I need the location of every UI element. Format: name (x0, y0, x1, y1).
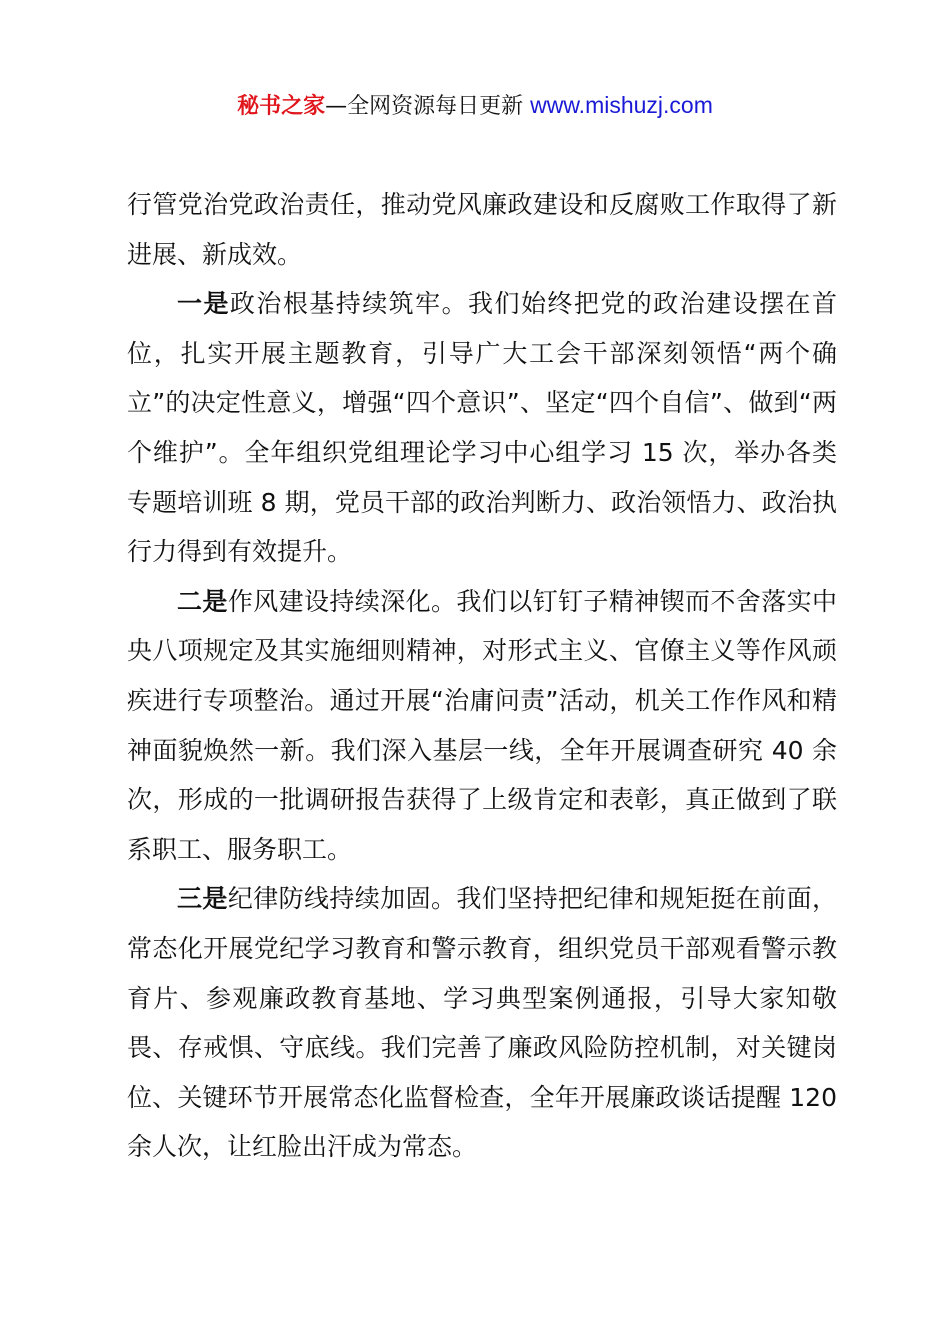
brand-name: 秘书之家 (237, 94, 326, 119)
document-body (127, 180, 837, 1172)
paragraph-text: 政治根基持续筑牢。我们始终把党的政治建设摆在首位，扎实开展主题教育，引导广大工会干部深刻领悟“两个确立”的决定性意义，增强“四个意识”、坚定“四个自信”、做到“两个维护”。全年组织党组理论学习中心组学习 15 次，举办各类专题培训班 8 期，党员干部的政治判断力、政治领悟力、政治执行力得到有效提升。 (127, 289, 837, 567)
paragraph-point-one (127, 279, 837, 577)
page-header (0, 88, 950, 124)
paragraph-continuation (127, 180, 837, 279)
paragraph-lead: 三是 (177, 884, 228, 914)
paragraph-lead: 一是 (177, 289, 230, 319)
website-link[interactable]: www.mishuzj.com (530, 92, 713, 118)
paragraph-lead: 二是 (177, 586, 228, 616)
paragraph-point-three (127, 874, 837, 1172)
paragraph-text: 行管党治党政治责任，推动党风廉政建设和反腐败工作取得了新进展、新成效。 (127, 190, 837, 269)
header-slogan: —全网资源每日更新 (325, 94, 531, 119)
paragraph-point-two (127, 577, 837, 875)
paragraph-text: 作风建设持续深化。我们以钉钉子精神锲而不舍落实中央八项规定及其实施细则精神，对形式主义、官僚主义等作风顽疾进行专项整治。通过开展“治庸问责”活动，机关工作作风和精神面貌焕然一新。我们深入基层一线，全年开展调查研究 40 余次，形成的一批调研报告获得了上级肯定和表彰，真正做到了联系职工、服务职工。 (127, 586, 837, 864)
paragraph-text: 纪律防线持续加固。我们坚持把纪律和规矩挺在前面，常态化开展党纪学习教育和警示教育，组织党员干部观看警示教育片、参观廉政教育基地、学习典型案例通报，引导大家知敬畏、存戒惧、守底线。我们完善了廉政风险防控机制，对关键岗位、关键环节开展常态化监督检查，全年开展廉政谈话提醒 120 余人次，让红脸出汗成为常态。 (127, 884, 837, 1162)
